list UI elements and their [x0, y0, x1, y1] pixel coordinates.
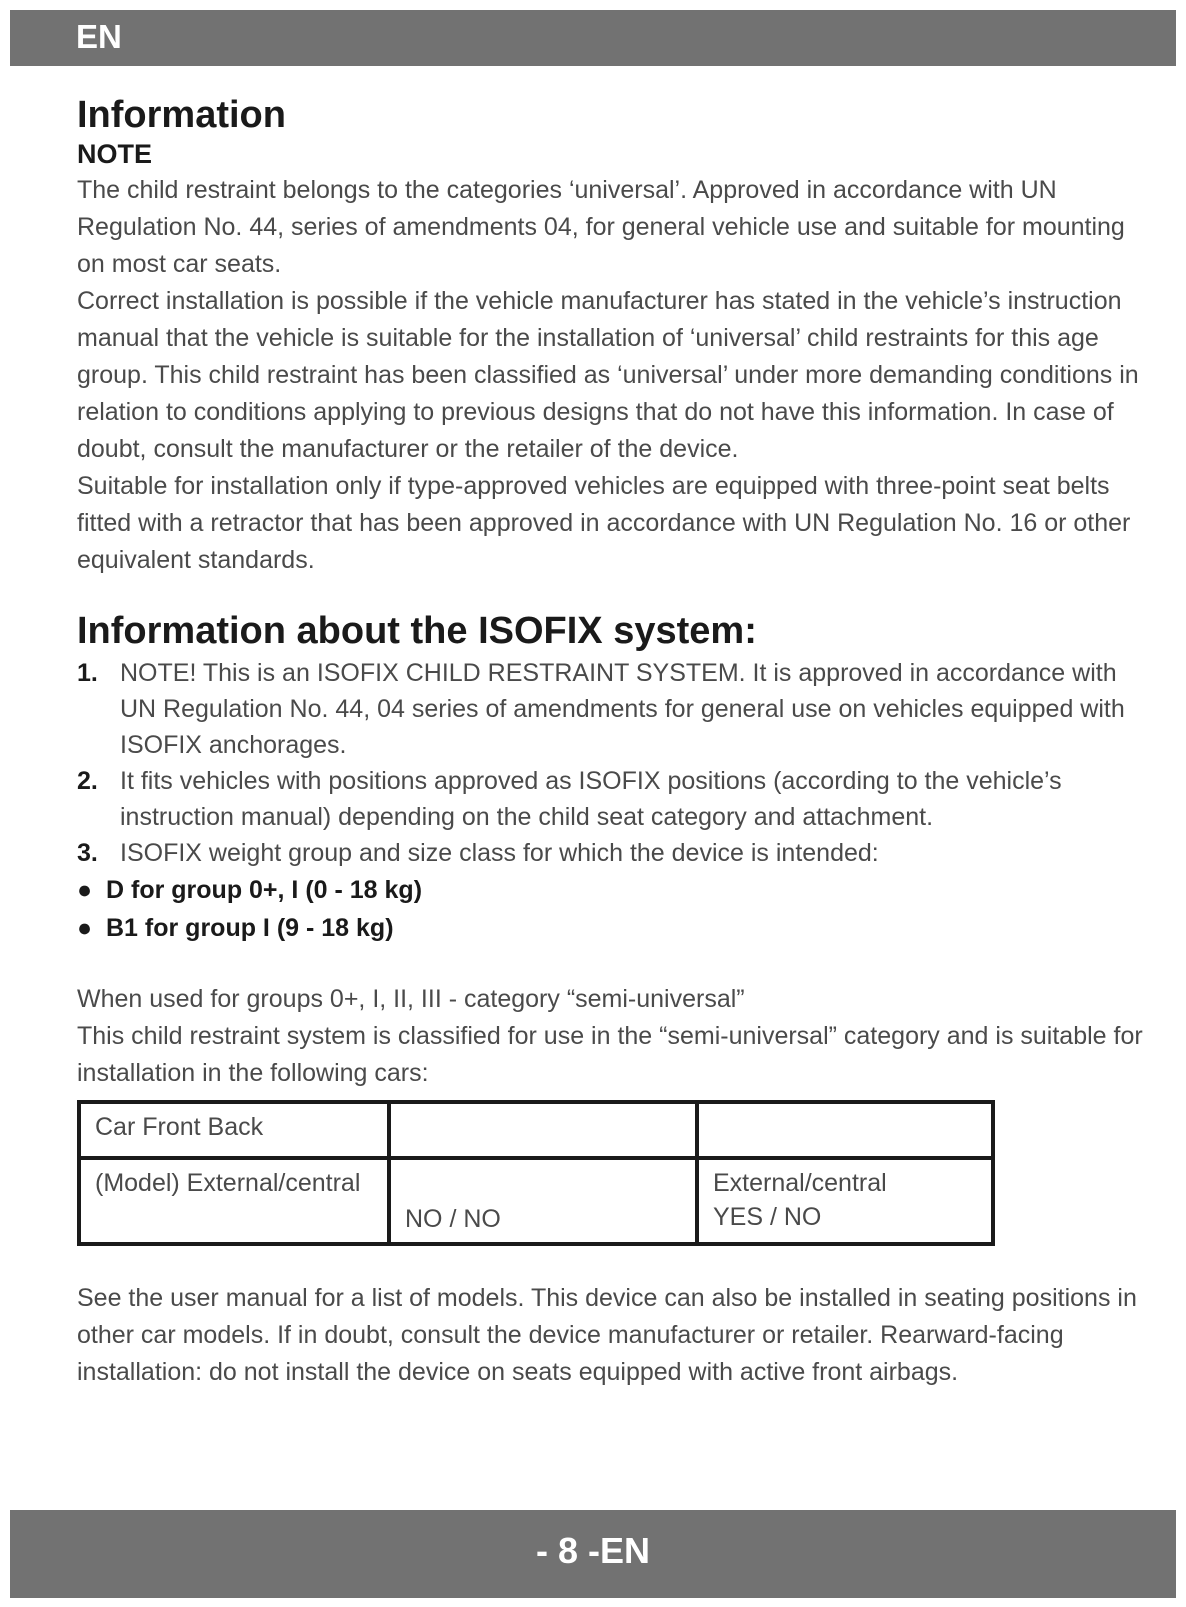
page-number: - 8 -EN — [535, 1530, 650, 1571]
table-cell — [697, 1158, 993, 1244]
list-item — [77, 871, 1159, 909]
header-bar — [10, 10, 1176, 66]
table-cell: Car Front Back — [79, 1102, 389, 1158]
car-compatibility-table — [77, 1100, 995, 1246]
list-item-text: NOTE! This is an ISOFIX CHILD RESTRAINT SYSTEM. It is approved in accordance with UN Regulation No. 44, 04 series of amendments for general use on vehicles equipped with ISOFIX anchorages. — [120, 659, 1125, 759]
footer-bar — [10, 1510, 1176, 1598]
bullet-icon: ● — [77, 876, 93, 904]
list-number: 1. — [77, 659, 98, 687]
info-paragraph-3: Suitable for installation only if type-approved vehicles are equipped with three-point seat belts fitted with a retractor that has been approved in accordance with UN Regulation No. 16 or other equivalent standards. — [77, 472, 1131, 574]
table-cell: (Model) External/central — [79, 1158, 389, 1244]
page-content — [77, 92, 1159, 1391]
table-row — [79, 1102, 993, 1158]
table-cell: NO / NO — [389, 1158, 697, 1244]
bullet-text: D for group 0+, I (0 - 18 kg) — [106, 876, 423, 904]
list-item — [77, 763, 1159, 835]
language-label: EN — [76, 18, 122, 55]
list-item-text: It fits vehicles with positions approved as ISOFIX positions (according to the vehicle’s instruction manual) depending on the child seat category and attachment. — [120, 767, 1062, 831]
semi-universal-line-2: This child restraint system is classified for use in the “semi-universal” category and is suitable for installation in the following cars: — [77, 1022, 1143, 1087]
table-cell — [389, 1102, 697, 1158]
isofix-heading: Information about the ISOFIX system: — [77, 610, 757, 652]
bullet-text: B1 for group I (9 - 18 kg) — [106, 914, 394, 942]
table-cell — [697, 1102, 993, 1158]
closing-paragraph: See the user manual for a list of models. This device can also be installed in seating positions in other car models. If in doubt, consult the device manufacturer or retailer. Rearward-facing installation: do not install the device on seats equipped with active front airbags. — [77, 1284, 1137, 1386]
table-row — [79, 1158, 993, 1244]
list-item — [77, 655, 1159, 763]
cell-line: YES / NO — [713, 1203, 822, 1231]
info-paragraph-2: Correct installation is possible if the vehicle manufacturer has stated in the vehicle’s instruction manual that the vehicle is suitable for the installation of ‘universal’ child restraints for this age group. This child restraint has been classified as ‘universal’ under more demanding conditions in relation to conditions applying to previous designs that do not have this information. In case of doubt, consult the manufacturer or the retailer of the device. — [77, 287, 1139, 463]
group-bullet-list — [77, 871, 1159, 947]
cell-line: External/central — [713, 1169, 887, 1197]
isofix-list — [77, 655, 1159, 871]
bullet-icon: ● — [77, 914, 93, 942]
list-number: 2. — [77, 767, 98, 795]
note-label: NOTE — [77, 139, 153, 169]
list-item — [77, 909, 1159, 947]
list-number: 3. — [77, 839, 98, 867]
semi-universal-line-1: When used for groups 0+, I, II, III - category “semi-universal” — [77, 985, 745, 1013]
information-heading: Information — [77, 94, 286, 136]
info-paragraph-1: The child restraint belongs to the categories ‘universal’. Approved in accordance with UN Regulation No. 44, series of amendments 04, for general vehicle use and suitable for mounting on most car seats. — [77, 176, 1125, 278]
list-item — [77, 835, 1159, 871]
list-item-text: ISOFIX weight group and size class for which the device is intended: — [120, 839, 879, 867]
